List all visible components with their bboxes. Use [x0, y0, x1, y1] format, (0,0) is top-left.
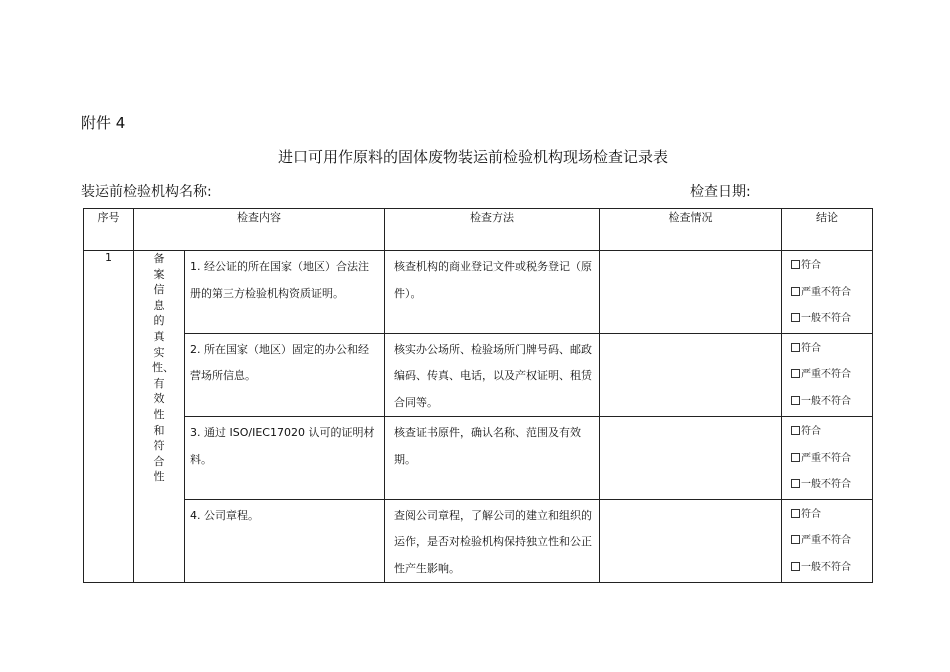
checkbox-icon[interactable]: [791, 479, 800, 488]
checkbox-icon[interactable]: [791, 396, 800, 405]
header-situation: 检查情况: [600, 209, 782, 251]
checkbox-icon[interactable]: [791, 287, 800, 296]
verdict-option-general[interactable]: [791, 389, 872, 416]
content-cell: [185, 417, 385, 500]
verdict-cell: [782, 499, 873, 583]
checkbox-icon[interactable]: [791, 343, 800, 352]
situation-cell[interactable]: [600, 251, 782, 334]
table-row: [84, 499, 873, 583]
situation-text: [600, 251, 781, 254]
table-header-row: [84, 209, 873, 251]
method-cell: [385, 251, 600, 334]
verdict-option-label: 严重不符合: [801, 369, 851, 380]
seq-number: 1: [84, 251, 134, 583]
verdict-option-serious[interactable]: [791, 528, 872, 555]
checkbox-icon[interactable]: [791, 535, 800, 544]
verdict-option-comply[interactable]: [791, 336, 872, 363]
header-method: 检查方法: [385, 209, 600, 251]
situation-text: [600, 417, 781, 420]
table-row: [84, 251, 873, 334]
checkbox-icon[interactable]: [791, 509, 800, 518]
content-cell: [185, 251, 385, 334]
situation-text: [600, 334, 781, 337]
checkbox-icon[interactable]: [791, 562, 800, 571]
method-cell: [385, 499, 600, 583]
verdict-option-label: 符合: [801, 426, 821, 437]
header-content: 检查内容: [134, 209, 385, 251]
verdict-option-label: 一般不符合: [801, 395, 851, 407]
method-cell: [385, 417, 600, 500]
document-title: 进口可用作原料的固体废物装运前检验机构现场检查记录表: [277, 148, 668, 166]
method-cell: [385, 333, 600, 417]
verdict-option-serious[interactable]: [791, 446, 872, 473]
checkbox-icon[interactable]: [791, 313, 800, 322]
content-text: 4. 公司章程。: [190, 508, 259, 522]
verdict-cell: [782, 417, 873, 500]
verdict-option-serious[interactable]: [791, 362, 872, 389]
verdict-option-comply[interactable]: [791, 502, 872, 529]
category-cell: [134, 251, 185, 583]
verdict-option-label: 一般不符合: [801, 313, 851, 324]
header-seq: 序号: [84, 209, 134, 251]
method-text: 核查证书原件，确认名称、范围及有效期。: [394, 426, 581, 466]
verdict-option-label: 严重不符合: [801, 286, 851, 298]
content-text: 1. 经公证的所在国家（地区）合法注册的第三方检验机构资质证明。: [190, 260, 369, 300]
institution-name-label: 装运前检验机构名称:: [81, 184, 212, 200]
method-text: 核实办公场所、检验场所门牌号码、邮政编码、传真、电话，以及产权证明、租赁合同等。: [394, 342, 592, 409]
verdict-option-label: 符合: [801, 508, 821, 520]
content-text: 3. 通过 ISO/IEC17020 认可的证明材料。: [190, 426, 375, 466]
verdict-option-label: 符合: [801, 342, 821, 354]
content-cell: [185, 333, 385, 417]
inspection-date-label: 检查日期:: [690, 184, 751, 200]
checkbox-icon[interactable]: [791, 426, 800, 435]
verdict-option-comply[interactable]: [791, 253, 872, 280]
checkbox-icon[interactable]: [791, 369, 800, 378]
verdict-option-comply[interactable]: [791, 419, 872, 446]
verdict-option-label: 一般不符合: [801, 479, 851, 490]
situation-cell[interactable]: [600, 499, 782, 583]
verdict-option-general[interactable]: [791, 306, 872, 333]
verdict-option-general[interactable]: [791, 555, 872, 582]
content-cell: [185, 499, 385, 583]
situation-text: [600, 500, 781, 503]
header-verdict: 结论: [782, 209, 873, 251]
attachment-label: 附件 4: [81, 114, 126, 132]
checkbox-icon[interactable]: [791, 260, 800, 269]
verdict-cell: [782, 251, 873, 334]
method-text: 核查机构的商业登记文件或税务登记（原件）。: [394, 260, 592, 300]
situation-cell[interactable]: [600, 417, 782, 500]
content-text: 2. 所在国家（地区）固定的办公和经营场所信息。: [190, 342, 369, 382]
inspection-record-table: [83, 208, 873, 583]
document-title-wrap: [0, 146, 950, 167]
category-label: 备案信息的真实性、有效性和符合性: [152, 252, 174, 484]
situation-cell[interactable]: [600, 333, 782, 417]
verdict-option-label: 一般不符合: [801, 561, 851, 573]
verdict-option-general[interactable]: [791, 472, 872, 499]
verdict-option-label: 严重不符合: [801, 452, 851, 464]
checkbox-icon[interactable]: [791, 453, 800, 462]
verdict-option-label: 严重不符合: [801, 535, 851, 546]
verdict-option-label: 符合: [801, 260, 821, 271]
verdict-cell: [782, 333, 873, 417]
method-text: 查阅公司章程，了解公司的建立和组织的运作，是否对检验机构保持独立性和公正性产生影响。: [394, 508, 592, 575]
verdict-option-serious[interactable]: [791, 280, 872, 307]
table-row: [84, 417, 873, 500]
table-row: [84, 333, 873, 417]
